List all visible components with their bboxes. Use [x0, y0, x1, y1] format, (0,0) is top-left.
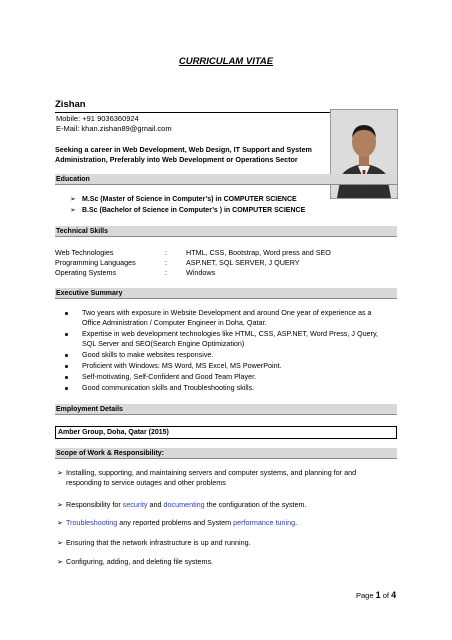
summary-line: Good skills to make websites responsive.: [82, 350, 214, 359]
education-item: [70, 206, 305, 216]
summary-line: Proficient with Windows: MS Word, MS Excel, MS PowerPoint.: [82, 361, 282, 370]
scope-text: Responsibility for: [66, 500, 123, 509]
skill-colon: :: [165, 248, 167, 257]
scope-keyword: security: [122, 500, 148, 509]
section-header-scope: Scope of Work & Responsibility:: [55, 448, 397, 459]
summary-line: Two years with exposure in Website Development and around One year of experience as a: [82, 308, 372, 317]
summary-line: Expertise in web development technologies like HTML, CSS, ASP.NET, Word Press, J Query,: [82, 329, 379, 338]
scope-item: [57, 557, 397, 567]
arrow-bullet-icon: ➢: [57, 500, 64, 509]
arrow-bullet-icon: ➢: [57, 538, 64, 547]
skill-colon: :: [165, 258, 167, 267]
skill-colon: :: [165, 268, 167, 277]
skill-category: Operating Systems: [55, 268, 117, 277]
skill-value: ASP.NET, SQL SERVER, J QUERY: [186, 258, 300, 267]
bullet-dot-icon: [65, 312, 68, 315]
mobile-number: Mobile: +91 9036360924: [56, 114, 139, 123]
education-text: B.Sc (Bachelor of Science in Computer’s ) in COMPUTER SCIENCE: [82, 207, 306, 214]
scope-line: Configuring, adding, and deleting file systems.: [66, 557, 214, 566]
arrow-bullet-icon: ➢: [70, 196, 76, 203]
bullet-dot-icon: [65, 354, 68, 357]
section-header-employment-details: Employment Details: [55, 404, 397, 415]
skill-value: HTML, CSS, Bootstrap, Word press and SEO: [186, 248, 331, 257]
list-item: [62, 350, 402, 360]
scope-text: .: [295, 518, 298, 527]
scope-item: [57, 518, 397, 528]
summary-line: Office Administration / Computer Engineer in Doha, Qatar.: [82, 318, 267, 327]
section-header-executive-summary: Executive Summary: [55, 288, 397, 299]
arrow-bullet-icon: ➢: [57, 468, 64, 477]
summary-line: Self-motivating, Self-Confident and Good Team Player.: [82, 372, 257, 381]
arrow-bullet-icon: ➢: [57, 518, 64, 527]
scope-text: any reported problems and System: [117, 518, 234, 527]
arrow-bullet-icon: ➢: [57, 557, 64, 566]
objective-line: Seeking a career in Web Development, Web Design, IT Support and System: [55, 145, 312, 154]
email-address: E-Mail: khan.zishan89@gmail.com: [56, 124, 172, 133]
section-header-education: Education: [55, 174, 397, 185]
list-item: [62, 383, 402, 393]
objective-line: Administration, Preferably into Web Development or Operations Sector: [55, 155, 298, 164]
summary-line: SQL Server and SEO(Search Engine Optimization): [82, 339, 245, 348]
scope-line: Ensuring that the network infrastructure is up and running.: [66, 538, 251, 547]
current-page: 1: [375, 590, 381, 600]
summary-line: Good communication skills and Troubleshooting skills.: [82, 383, 255, 392]
name-divider: [55, 112, 330, 113]
skill-value: Windows: [186, 268, 216, 277]
scope-item: [57, 468, 397, 488]
scope-item: [57, 538, 397, 548]
bullet-dot-icon: [65, 376, 68, 379]
page-number: [356, 590, 396, 600]
scope-text: and: [147, 500, 164, 509]
education-item: [70, 195, 297, 205]
arrow-bullet-icon: ➢: [70, 207, 76, 214]
document-title: CURRICULAM VITAE: [178, 56, 274, 67]
scope-line: Installing, supporting, and maintaining servers and computer systems, and planning for and: [66, 468, 357, 477]
scope-keyword: documenting: [163, 500, 205, 509]
scope-line: responding to service outages and other problems: [66, 478, 226, 487]
bullet-dot-icon: [65, 365, 68, 368]
scope-keyword: Troubleshooting: [66, 518, 118, 527]
scope-line: [57, 518, 397, 528]
scope-keyword: performance tuning: [233, 518, 296, 527]
summary-list: [62, 308, 402, 394]
profile-photo: [330, 109, 398, 199]
employer-entry: Amber Group, Doha, Qatar (2015): [55, 426, 397, 439]
total-pages: 4: [391, 590, 397, 600]
list-item: [62, 308, 402, 328]
section-header-technical-skills: Technical Skills: [55, 226, 397, 237]
career-objective: [55, 145, 325, 165]
skill-category: Web Technologies: [55, 248, 114, 257]
page-label: Page: [356, 591, 376, 600]
bullet-dot-icon: [65, 387, 68, 390]
scope-item: [57, 500, 397, 510]
page-of: of: [380, 591, 392, 600]
list-item: [62, 361, 402, 371]
scope-line: [57, 500, 397, 510]
scope-text: the configuration of the system.: [204, 500, 307, 509]
candidate-name: Zishan: [55, 99, 86, 110]
education-text: M.Sc (Master of Science in Computer’s) in COMPUTER SCIENCE: [82, 196, 297, 203]
skill-category: Programming Languages: [55, 258, 136, 267]
list-item: [62, 372, 402, 382]
list-item: [62, 329, 402, 349]
bullet-dot-icon: [65, 333, 68, 336]
